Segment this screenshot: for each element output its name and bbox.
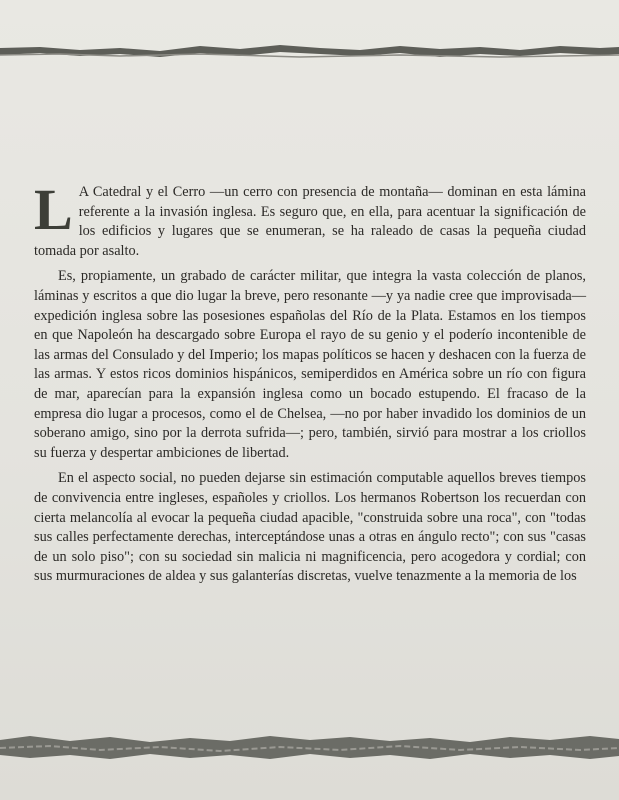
- paragraph-3: En el aspecto social, no pueden dejarse sin estimación computable aquellos breves tiempos de convivencia entre ingleses, españoles y criollos. Los hermanos Robertson los recuerdan con cierta melancolía al evocar la pequeña ciudad apacible, "construida sobre una roca", con "todas sus calles perfectamente derechas, interceptándose unas a otras en ángulo recto"; con sus "casas de un solo piso"; con su sociedad sin malicia ni magnificencia, pero acogedora y cordial; con sus murmuraciones de aldea y sus galanterías discretas, vuelve tenazmente a la memoria de los: [34, 470, 586, 585]
- body-text: [34, 177, 586, 593]
- torn-edge-bottom: [0, 728, 619, 768]
- paragraph-1-text: A Catedral y el Cerro —un cerro con presencia de montaña— dominan en esta lámina referente a la invasión inglesa. Es seguro que, en ella, para acentuar la significación de los edificios y lugares que se enumeran, se ha raleado de casas la pequeña ciudad tomada por asalto.: [34, 184, 586, 259]
- drop-cap: L: [34, 177, 73, 242]
- torn-edge-top: [0, 36, 619, 68]
- paragraph-2: Es, propiamente, un grabado de carácter militar, que integra la vasta colección de planos, láminas y escritos a que dio lugar la breve, pero resonante —y ya nadie cree que improvisada— expedición inglesa sobre las posesiones españolas del Río de la Plata. Estamos en los tiempos en que Napoleón ha descargado sobre Europa el rayo de su genio y el poderío incontenible de las armas del Consulado y del Imperio; los mapas políticos se hacen y deshacen con la fuerza de las armas. Y estos ricos dominios hispánicos, semiperdidos en América sobre un río con figura de mar, aparecían para la expansión inglesa como un bocado estupendo. El fracaso de la empresa dio lugar a procesos, como el de Chelsea, —no por haber invadido los dominios de un soberano amigo, sino por la derrota sufrida—; pero, también, sirvió para mostrar a los criollos su fuerza y despertar ambiciones de libertad.: [34, 268, 586, 461]
- paragraph-1: [34, 177, 586, 261]
